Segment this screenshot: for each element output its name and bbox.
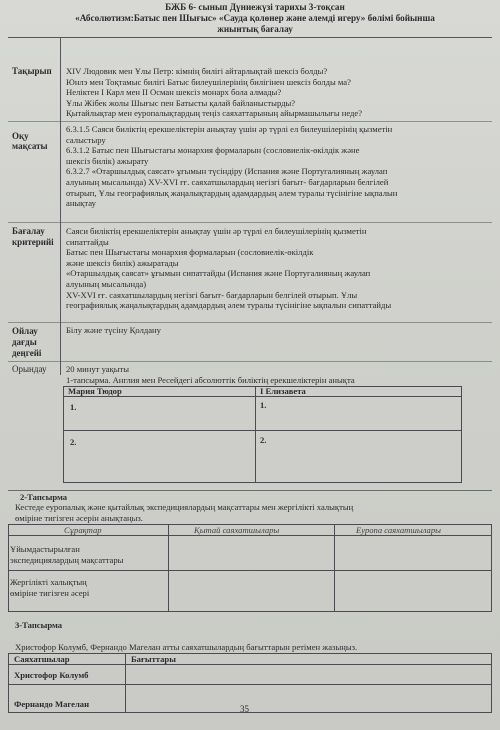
task3-header-routes: Бағыттары [131,654,176,664]
objective-line: шексіз билік) ажырату [66,155,149,166]
task1-answer-cell[interactable]: 2. [260,435,267,445]
task1-col-divider [255,386,256,483]
criteria-line: «Отаршылдық саясат» ұғымын сипаттайды (Испания және Португалияның жаулап [66,268,371,279]
objectives-text [66,124,491,209]
objective-line: салыстыру [66,134,106,145]
page-number: 35 [240,704,249,714]
thinking-text: Білу және түсіну Қолдану [66,325,161,335]
criteria-text [66,226,491,311]
task2-instructions [15,502,353,523]
objective-line: 6.3.1.2 Батыс пен Шығыстағы монархия формаларын (сословиелік-өкілдік және [66,145,360,156]
task2-row1-label-a: Ұйымдастырылған [10,544,80,554]
task1-col-header-2: I Елизавета [260,386,306,396]
criteria-line: XV-XVI ғғ. саяхатшылардың негізгі бағыт- бағдарларын белгілей отырып. Ұлы [66,289,358,300]
task3-header-line [8,664,492,665]
task2-table [8,524,492,612]
task3-row-line [8,684,492,685]
topic-line: Ұлы Жібек жолы Шығыс пен Батысты қалай байланыстырды? [66,97,296,108]
criteria-line: алуының мысалында) [66,278,147,289]
task2-header-chinese: Қытай саяхатшылары [194,525,280,535]
header-line-1: БЖБ 6- сынып Дүниежүзі тарихы 3-тоқсан [165,2,345,12]
task3-row-magellan: Фернандо Магелан [14,699,90,709]
task2-col-divider [334,524,335,612]
criteria-line: Батыс пен Шығыстағы монархия формаларын (сословиелік-өкілдік [66,247,314,258]
criteria-line: географиялық жаңалықтардың адамдардың әлем туралы түсінігіне ықпалын сипаттайды [66,300,392,311]
topic-label: Тақырып [12,66,52,76]
task3-title: 3-Тапсырма [15,620,63,630]
criteria-line: және шексіз билік) ажыратады [66,257,179,268]
task2-instruction-line: өміріне тигізген әсерін анықтаңыз. [15,512,143,523]
task2-header-questions: Сұрақтар [64,525,102,535]
topic-line: Юнлэ мен Тоқтамыс билігі Батыс билеушілерінің билігінен шексіз болды ма? [66,76,351,87]
header-line-3: жиынтық бағалау [217,24,293,34]
criteria-line: Саяси биліктің ерекшеліктерін анықтау үшін әр түрлі ел билеушілерінің қызметін [66,226,367,236]
objective-line: отырып, Ұлы географиялық жаңалықтардың адамдардың әлем туралы түсінігіне ықпалын [66,187,398,198]
header-line-2: «Абсолютизм:Батыс пен Шығыс» «Саудa қолөнер және әлемді игеру» бөлімі бойынша [75,13,435,23]
topic-line: XIV Людовик мен Ұлы Петр: кімнің билігі айтарлықтай шексіз болды? [66,66,328,76]
topic-line: Қытайлықтар мен еуропалықтардың теңіз саяхаттарының айырмашылығы неде? [66,108,363,119]
thinking-label-1: Ойлау [12,326,38,336]
topic-text [66,66,491,119]
objective-line: алуының мысалында) XV-XVI ғғ. саяхатшылардың негізгі бағыт- бағдарларын белгілей [66,176,389,187]
task1-row-line [63,430,462,431]
task1-header-line [63,396,462,397]
info-table-row-line [8,222,492,223]
task2-header-european: Еуропа саяхатшылары [356,525,441,535]
info-table-top-border [8,37,492,38]
info-table-row-line [8,361,492,362]
task2-header-line [8,535,492,536]
objectives-label-1: Оқу [12,131,29,141]
task2-title: 2-Тапсырма [20,492,68,502]
topic-line: Неліктен I Карл мен II Осман шексіз монарх бола алмады? [66,87,282,98]
info-table-row-line [8,322,492,323]
task2-row-line [8,570,492,571]
info-table-divider [60,37,61,375]
task1-title: 1-тапсырма. Англия мен Ресейдегі абсолюттік биліктің ерекшеліктерін анықта [66,375,355,385]
task1-col-header-1: Мария Тюдор [68,386,122,396]
task2-separator [8,490,492,491]
thinking-label-2: дағды [12,337,37,347]
task3-col-divider [125,653,126,713]
task1-answer-cell[interactable]: 1. [70,402,77,412]
task2-instruction-line: Кестеде еуропалық және қытайлық экспедициялардың мақсаттары мен жергілікті халықтың [15,502,354,512]
criteria-label-2: критерийі [12,237,54,247]
duration-label: Орындау [12,364,47,374]
task2-row2-label-a: Жергілікті халықтың [10,577,87,587]
objective-line: 6.3.2.7 «Отаршылдық саясат» ұғымын түсіндіру (Испания және Португалияның жаулап [66,166,388,177]
objective-line: анықтау [66,198,96,209]
task1-answer-cell[interactable]: 1. [260,400,267,410]
objectives-label-2: мақсаты [12,141,48,151]
task3-header-travelers: Саяхатшылар [14,654,70,664]
task1-answer-cell[interactable]: 2. [70,437,77,447]
criteria-label-1: Бағалау [12,226,45,236]
task3-row-columbus: Христофор Колумб [14,670,89,680]
task2-row2-label-b: өміріне тигізген әсері [10,588,90,598]
thinking-label-3: деңгейі [12,348,42,358]
info-table-row-line [8,121,492,122]
task3-instruction: Христофор Колумб, Фернандо Магелан атты саяхатшылардың бағыттарын ретімен жазыңыз. [15,642,358,652]
criteria-line: сипаттайды [66,236,109,247]
objective-line: 6.3.1.5 Саяси биліктің ерекшеліктерін анықтау үшін әр түрлі ел билеушілерінің қызметін [66,124,393,134]
duration-text: 20 минут уақыты [66,364,130,374]
task2-col-divider [168,524,169,612]
task2-row1-label-b: экспедициялардың мақсаттары [10,555,124,565]
